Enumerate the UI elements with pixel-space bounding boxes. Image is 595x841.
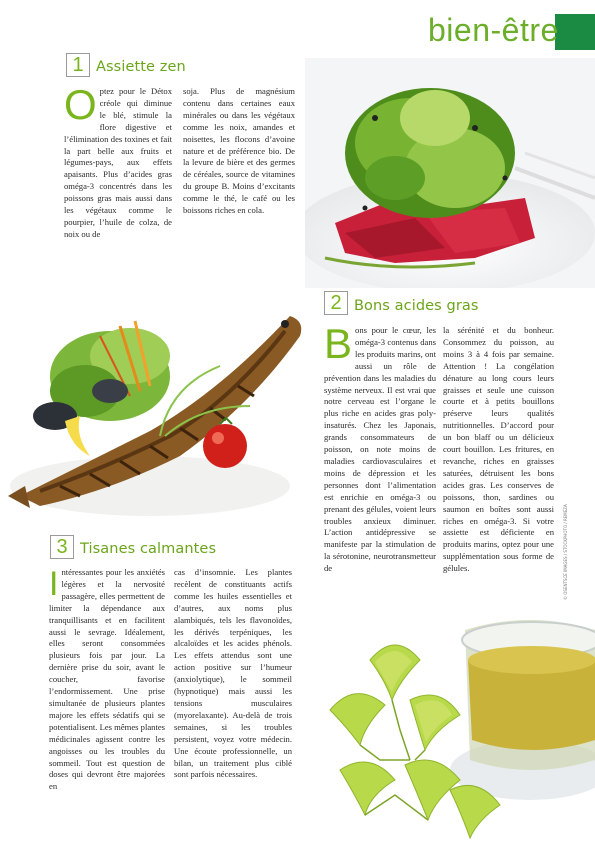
photo-credit: © OSENTSCE IMAGES / STOCKPHOTO / REMEZA bbox=[563, 504, 568, 600]
section-3-column-2 bbox=[174, 567, 292, 807]
header-green-bar bbox=[555, 14, 595, 50]
section-1-column-2 bbox=[183, 86, 295, 246]
section-title-tisanes-calmantes: Tisanes calmantes bbox=[80, 541, 217, 557]
section-3-column-1 bbox=[49, 567, 165, 807]
section-2-text-2: la sérénité et du bonheur. Consommez du poisson, au moins 3 à 4 fois par semaine. Attention ! La congélation dénature au long cours leurs graisses et seule une cuisson courte et à petits bouillons préserve leurs qualités nutritionnelles. D’accord pour un bon blaff ou un délicieux court bouillon. Les fritures, en revanche, riches en graisses saturées, détruisent les bons acides gras. Les conserves de poissons, thon, sardines ou saumon en boîtes sont aussi riches en oméga-3. Si votre assiette est déficiente en produits marins, optez pour une supplémentation sous forme de gélules. bbox=[443, 325, 554, 574]
section-2-column-2 bbox=[443, 325, 554, 585]
dropcap-b: B bbox=[324, 320, 353, 367]
dropcap-i: I bbox=[49, 565, 59, 603]
section-1-column-1 bbox=[64, 81, 172, 246]
section-2-column-1 bbox=[324, 320, 436, 585]
dropcap-o: O bbox=[64, 81, 97, 128]
section-number-1: 1 bbox=[66, 53, 90, 77]
section-3-text-2: cas d’insomnie. Les plantes recèlent de constituants actifs comme les huiles essentielles et d’autres, aux noms plus alambiqués, tels les flavonoïdes, les dérivés terpéniques, les alcaloïdes et les acides phénols. Les effets attendus sont une action positive sur l’humeur (anxiolytique), le sommeil (hypnotique) mais aussi les tensions musculaires (myorelaxante). Au-delà de trois semaines, si les troubles persistent, voyez votre médecin. Une écoute professionnelle, un bilan, un traitement plus ciblé sont parfois nécessaires. bbox=[174, 567, 292, 780]
tuna-salad-photo bbox=[305, 58, 595, 288]
herbal-tea-photo bbox=[300, 600, 595, 841]
section-2-text-1: ons pour le cœur, les oméga-3 contenus dans les produits marins, ont aussi un rôle de prévention dans les maladies du système nerveux. Il est vrai que notre cerveau est l’organe le plus riche en acides gras poly-insaturés. Chez les Japonais, grands consommateurs de poisson, on note moins de maladies cardiovasculaires et moins de dépression et les personnes dont l’alimentation est enrichie en oméga-3 ou prenant des gélules, voient leurs troubles anxieux diminuer. L’action antidépressive se manifeste par la stimulation de la sérotonine, neurotransmetteur de bbox=[324, 325, 436, 574]
section-1-text-1: ptez pour le Détox créole qui diminue le blé, stimule la flore digestive et l’élimination des toxines et fait la part belle aux fruits et légumes-pays, aux effets apaisants. Plus d’acides gras oméga-3 concentrés dans les poissons gras mais aussi dans les végétaux comme le pourpier, l’huile de colza, de noix ou de bbox=[64, 86, 172, 239]
grilled-fish-photo bbox=[0, 296, 320, 526]
section-1-text-2: soja. Plus de magnésium contenu dans certaines eaux minérales ou dans les végétaux comme les noix, amandes et noisettes, les flocons d’avoine nature et de préférence bio. De la levure de bière et des germes de céréales, source de vitamines du groupe B. Moins d’excitants comme le thé, le café ou les boissons riches en cola. bbox=[183, 86, 295, 216]
section-title-bons-acides-gras: Bons acides gras bbox=[354, 298, 479, 314]
section-3-text-1: ntéressantes pour les anxiétés légères et la nervosité passagère, elles permettent de limiter la dépendance aux tranquillisants et en facilitent aussi le sevrage. Idéalement, elles seront consommées plusieurs fois par jour. La dernière prise du soir, avant le coucher, favorise l’endormissement. Une prise simultanée de plusieurs plantes majore les effets sédatifs qui se potentialisent. Les mêmes plantes médicinales agissent contre les angoisses ou les troubles du sommeil. Tout est question de doses qui devront être majorées en bbox=[49, 567, 165, 792]
section-number-3: 3 bbox=[50, 535, 74, 559]
page-header-title: bien-être bbox=[428, 12, 559, 48]
section-number-2: 2 bbox=[324, 291, 348, 315]
section-title-assiette-zen: Assiette zen bbox=[96, 59, 186, 75]
